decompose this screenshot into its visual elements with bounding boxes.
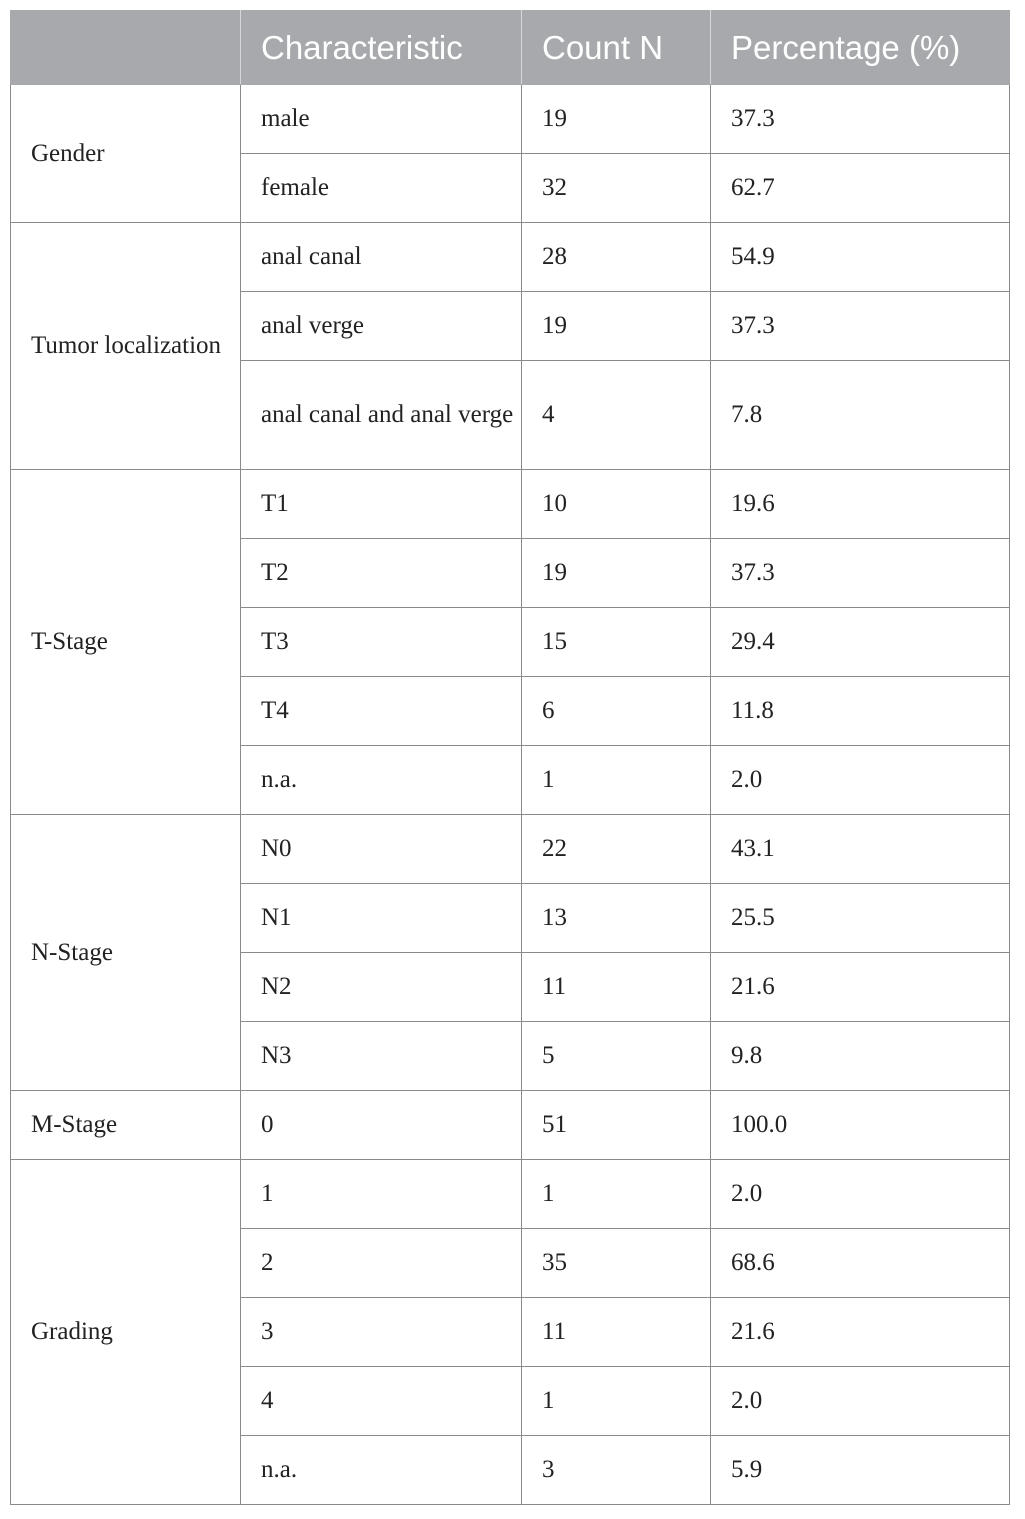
group-label: Gender: [11, 85, 241, 223]
percentage-cell: 2.0: [711, 1160, 1010, 1229]
count-cell: 32: [522, 154, 711, 223]
characteristic-cell: N0: [241, 815, 522, 884]
table-body: [11, 85, 1010, 1505]
characteristic-cell: n.a.: [241, 746, 522, 815]
characteristic-cell: 3: [241, 1298, 522, 1367]
header-characteristic: Characteristic: [241, 11, 522, 85]
percentage-cell: 11.8: [711, 677, 1010, 746]
table-row: [11, 470, 1010, 539]
characteristic-cell: T4: [241, 677, 522, 746]
characteristic-cell: 4: [241, 1367, 522, 1436]
count-cell: 1: [522, 1367, 711, 1436]
characteristic-cell: 2: [241, 1229, 522, 1298]
characteristics-table: [10, 10, 1010, 1505]
percentage-cell: 37.3: [711, 85, 1010, 154]
count-cell: 19: [522, 85, 711, 154]
group-label: T-Stage: [11, 470, 241, 815]
table-row: [11, 1160, 1010, 1229]
count-cell: 10: [522, 470, 711, 539]
count-cell: 11: [522, 1298, 711, 1367]
percentage-cell: 7.8: [711, 361, 1010, 470]
count-cell: 22: [522, 815, 711, 884]
percentage-cell: 9.8: [711, 1022, 1010, 1091]
table-row: [11, 815, 1010, 884]
characteristic-cell: N3: [241, 1022, 522, 1091]
header-percentage: Percentage (%): [711, 11, 1010, 85]
percentage-cell: 43.1: [711, 815, 1010, 884]
count-cell: 1: [522, 1160, 711, 1229]
percentage-cell: 54.9: [711, 223, 1010, 292]
table-row: [11, 85, 1010, 154]
count-cell: 5: [522, 1022, 711, 1091]
group-label: N-Stage: [11, 815, 241, 1091]
characteristic-cell: N2: [241, 953, 522, 1022]
characteristic-cell: 1: [241, 1160, 522, 1229]
percentage-cell: 19.6: [711, 470, 1010, 539]
count-cell: 19: [522, 292, 711, 361]
percentage-cell: 37.3: [711, 292, 1010, 361]
count-cell: 4: [522, 361, 711, 470]
count-cell: 13: [522, 884, 711, 953]
table-row: [11, 223, 1010, 292]
characteristic-cell: n.a.: [241, 1436, 522, 1505]
header-count: Count N: [522, 11, 711, 85]
count-cell: 11: [522, 953, 711, 1022]
characteristic-cell: T1: [241, 470, 522, 539]
characteristic-cell: 0: [241, 1091, 522, 1160]
percentage-cell: 68.6: [711, 1229, 1010, 1298]
count-cell: 28: [522, 223, 711, 292]
percentage-cell: 21.6: [711, 953, 1010, 1022]
characteristic-cell: T2: [241, 539, 522, 608]
characteristic-cell: female: [241, 154, 522, 223]
characteristic-cell: anal canal: [241, 223, 522, 292]
count-cell: 15: [522, 608, 711, 677]
characteristic-cell: anal canal and anal verge: [241, 361, 522, 470]
count-cell: 51: [522, 1091, 711, 1160]
percentage-cell: 37.3: [711, 539, 1010, 608]
characteristic-cell: male: [241, 85, 522, 154]
header-group: [11, 11, 241, 85]
group-label: Tumor localization: [11, 223, 241, 470]
percentage-cell: 5.9: [711, 1436, 1010, 1505]
count-cell: 35: [522, 1229, 711, 1298]
header-row: [11, 11, 1010, 85]
count-cell: 3: [522, 1436, 711, 1505]
characteristic-cell: anal verge: [241, 292, 522, 361]
percentage-cell: 100.0: [711, 1091, 1010, 1160]
percentage-cell: 2.0: [711, 1367, 1010, 1436]
count-cell: 6: [522, 677, 711, 746]
count-cell: 19: [522, 539, 711, 608]
percentage-cell: 2.0: [711, 746, 1010, 815]
percentage-cell: 29.4: [711, 608, 1010, 677]
table-container: [10, 10, 1010, 1505]
percentage-cell: 62.7: [711, 154, 1010, 223]
percentage-cell: 21.6: [711, 1298, 1010, 1367]
group-label: Grading: [11, 1160, 241, 1505]
group-label: M-Stage: [11, 1091, 241, 1160]
characteristic-cell: T3: [241, 608, 522, 677]
count-cell: 1: [522, 746, 711, 815]
table-row: [11, 1091, 1010, 1160]
characteristic-cell: N1: [241, 884, 522, 953]
percentage-cell: 25.5: [711, 884, 1010, 953]
